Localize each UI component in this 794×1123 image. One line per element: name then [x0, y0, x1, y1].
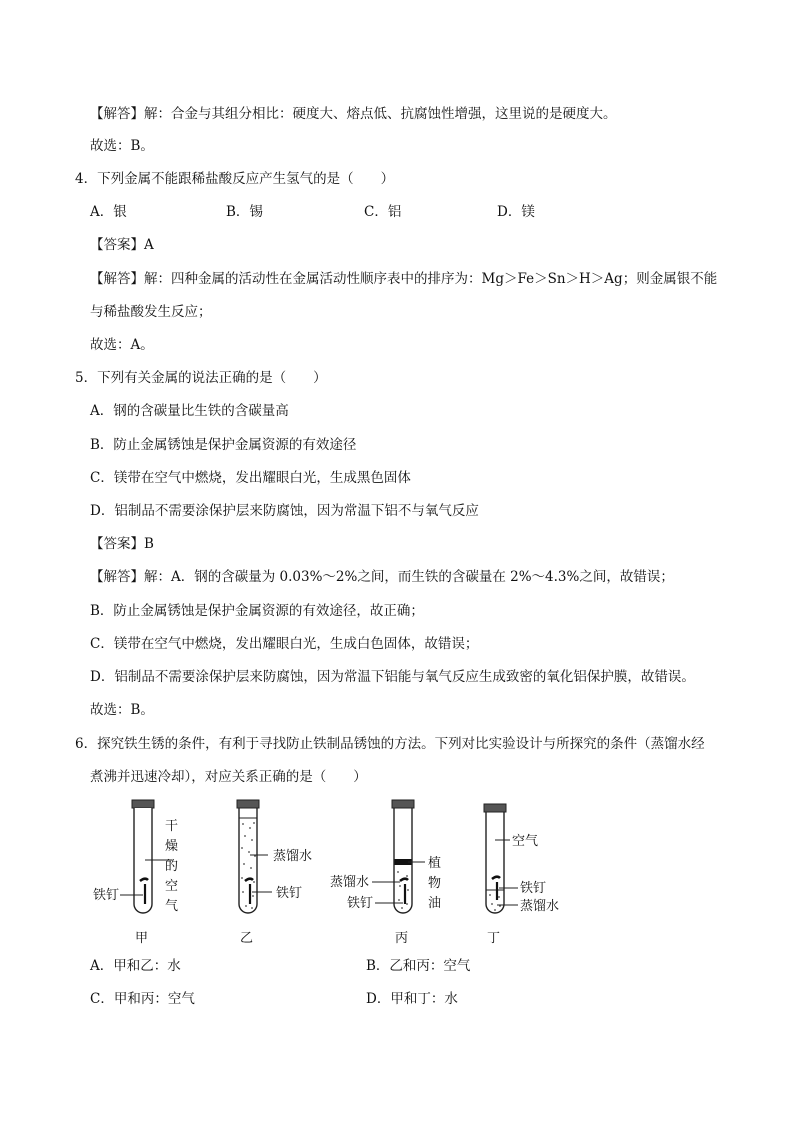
tube-ding	[484, 804, 518, 913]
tube-label-jia: 甲	[135, 931, 149, 946]
q6-option-a[interactable]: A．甲和乙：水	[90, 958, 181, 974]
bing-oil-char-2: 物	[428, 876, 442, 891]
ding-water-label: 蒸馏水	[520, 899, 560, 914]
jia-air-char-2: 燥	[165, 839, 179, 854]
q5-option-c[interactable]: C．镁带在空气中燃烧，发出耀眼白光，生成黑色固体	[90, 470, 411, 486]
q4-option-a[interactable]: A．银	[90, 204, 127, 220]
q4-option-c[interactable]: C．铝	[364, 204, 402, 220]
q5-analysis-line2: B．防止金属锈蚀是保护金属资源的有效途径，故正确；	[90, 603, 424, 619]
q3-analysis: 【解答】解：合金与其组分相比：硬度大、熔点低、抗腐蚀性增强，这里说的是硬度大。	[90, 106, 617, 122]
q6-option-b[interactable]: B．乙和丙：空气	[366, 958, 471, 974]
jia-nail-label: 铁钉	[93, 888, 120, 903]
tube-jia	[120, 800, 172, 913]
bing-water-label: 蒸馏水	[330, 875, 370, 890]
ding-air-label: 空气	[512, 834, 539, 849]
q4-analysis-line1: 【解答】解：四种金属的活动性在金属活动性顺序表中的排序为：Mg＞Fe＞Sn＞H＞Ag；则金属银不能	[90, 271, 718, 287]
bing-nail-label: 铁钉	[347, 896, 374, 911]
q5-conclusion: 故选：B。	[90, 702, 154, 718]
q5-analysis-line1: 【解答】解：A．钢的含碳量为 0.03%～2%之间，而生铁的含碳量在 2%～4.3%之间，故错误；	[90, 569, 674, 585]
q5-option-a[interactable]: A．钢的含碳量比生铁的含碳量高	[90, 403, 289, 419]
q3-conclusion: 故选：B。	[90, 138, 154, 154]
q4-answer: 【答案】A	[90, 237, 154, 253]
jia-air-char-1: 干	[165, 819, 179, 834]
q5-analysis-line4: D．铝制品不需要涂保护层来防腐蚀，因为常温下铝能与氧气反应生成致密的氧化铝保护膜，故错误。	[90, 669, 695, 685]
q5-option-b[interactable]: B．防止金属锈蚀是保护金属资源的有效途径	[90, 437, 357, 453]
bing-oil-char-3: 油	[428, 896, 442, 911]
q4-option-d[interactable]: D．镁	[497, 204, 535, 220]
q5-option-d[interactable]: D．铝制品不需要涂保护层来防腐蚀，因为常温下铝不与氧气反应	[90, 503, 479, 519]
bing-oil-char-1: 植	[428, 856, 442, 871]
q4-option-b[interactable]: B．锡	[226, 204, 263, 220]
tube-label-ding: 丁	[487, 931, 501, 946]
q6-option-d[interactable]: D．甲和丁：水	[366, 991, 458, 1007]
yi-nail-label: 铁钉	[276, 886, 303, 901]
jia-air-char-5: 气	[165, 899, 179, 914]
tube-label-bing: 丙	[395, 931, 409, 946]
jia-air-char-3: 的	[165, 859, 179, 874]
q4-conclusion: 故选：A。	[90, 337, 154, 353]
tube-label-yi: 乙	[240, 931, 254, 946]
q5-answer: 【答案】B	[90, 536, 154, 552]
q5-stem: 5．下列有关金属的说法正确的是（ ）	[75, 370, 327, 386]
q5-analysis-line3: C．镁带在空气中燃烧，发出耀眼白光，生成白色固体，故错误；	[90, 636, 479, 652]
q6-stem-line2: 煮沸并迅速冷却），对应关系正确的是（ ）	[90, 769, 367, 785]
tube-yi	[237, 800, 272, 913]
q4-analysis-line2: 与稀盐酸发生反应；	[90, 304, 212, 320]
ding-nail-label: 铁钉	[520, 881, 547, 896]
jia-air-char-4: 空	[165, 879, 179, 894]
q6-stem-line1: 6．探究铁生锈的条件，有利于寻找防止铁制品锈蚀的方法。下列对比实验设计与所探究的条件（蒸馏水经	[75, 736, 705, 752]
test-tube-figure	[90, 798, 590, 950]
q4-stem: 4．下列金属不能跟稀盐酸反应产生氢气的是（ ）	[75, 171, 395, 187]
yi-water-label: 蒸馏水	[273, 849, 313, 864]
tube-bing	[372, 800, 425, 913]
q6-option-c[interactable]: C．甲和丙：空气	[90, 991, 195, 1007]
